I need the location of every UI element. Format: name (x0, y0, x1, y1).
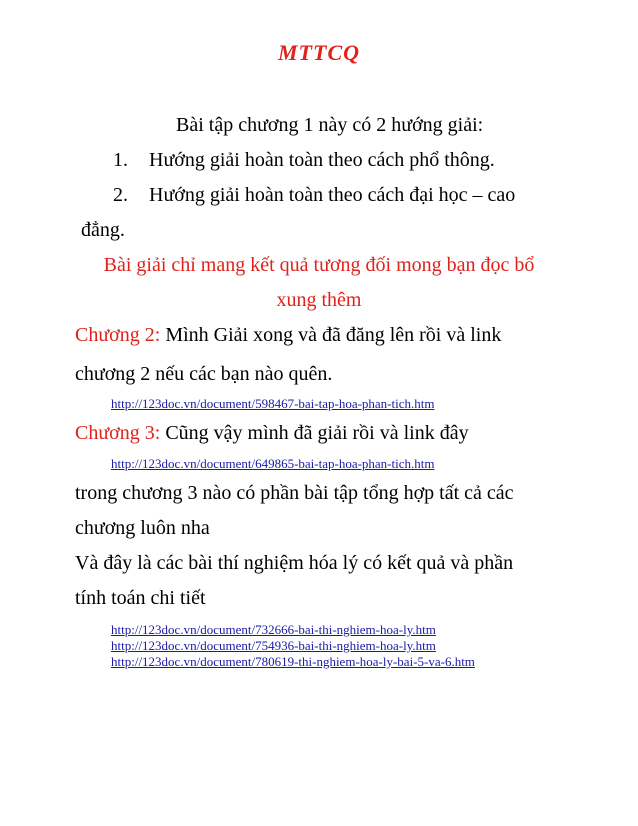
document-title: MTTCQ (278, 40, 360, 65)
chapter3-line-2: trong chương 3 nào có phần bài tập tổng hợp tất cả các (75, 482, 514, 504)
list-item-2 (113, 183, 515, 207)
note-line-1: Bài giải chỉ mang kết quả tương đối mong bạn đọc bổ (103, 254, 535, 276)
note-line-2: xung thêm (276, 289, 362, 311)
chapter3-label: Chương 3: (75, 422, 161, 444)
chapter3-text: Cũng vậy mình đã giải rồi và link đây (160, 422, 469, 444)
experiments-line-2: tính toán chi tiết (75, 587, 206, 609)
experiment-link-2[interactable]: http://123doc.vn/document/754936-bai-thi-nghiem-hoa-ly.htm (111, 638, 436, 653)
chapter3-line-1 (75, 421, 469, 445)
chapter2-text: Mình Giải xong và đã đăng lên rồi và link (160, 324, 502, 346)
chapter3-link[interactable]: http://123doc.vn/document/649865-bai-tap-hoa-phan-tich.htm (111, 456, 435, 471)
experiments-line-1: Và đây là các bài thí nghiệm hóa lý có kết quả và phần (75, 552, 514, 574)
chapter3-line-3: chương luôn nha (75, 517, 210, 539)
list-item-text: Hướng giải hoàn toàn theo cách đại học – cao (149, 184, 516, 206)
chapter2-line-2: chương 2 nếu các bạn nào quên. (75, 363, 333, 385)
experiment-link-3[interactable]: http://123doc.vn/document/780619-thi-nghiem-hoa-ly-bai-5-va-6.htm (111, 654, 475, 669)
list-number: 2. (113, 184, 128, 206)
list-continuation: đẳng. (81, 219, 125, 241)
chapter2-link[interactable]: http://123doc.vn/document/598467-bai-tap-hoa-phan-tich.htm (111, 396, 435, 411)
list-item-text: Hướng giải hoàn toàn theo cách phổ thông. (149, 149, 495, 171)
list-number: 1. (113, 149, 128, 171)
chapter2-line-1 (75, 323, 501, 347)
chapter2-label: Chương 2: (75, 324, 161, 346)
list-item-1 (113, 148, 495, 172)
experiment-link-1[interactable]: http://123doc.vn/document/732666-bai-thi-nghiem-hoa-ly.htm (111, 622, 436, 637)
intro-text: Bài tập chương 1 này có 2 hướng giải: (176, 114, 484, 136)
